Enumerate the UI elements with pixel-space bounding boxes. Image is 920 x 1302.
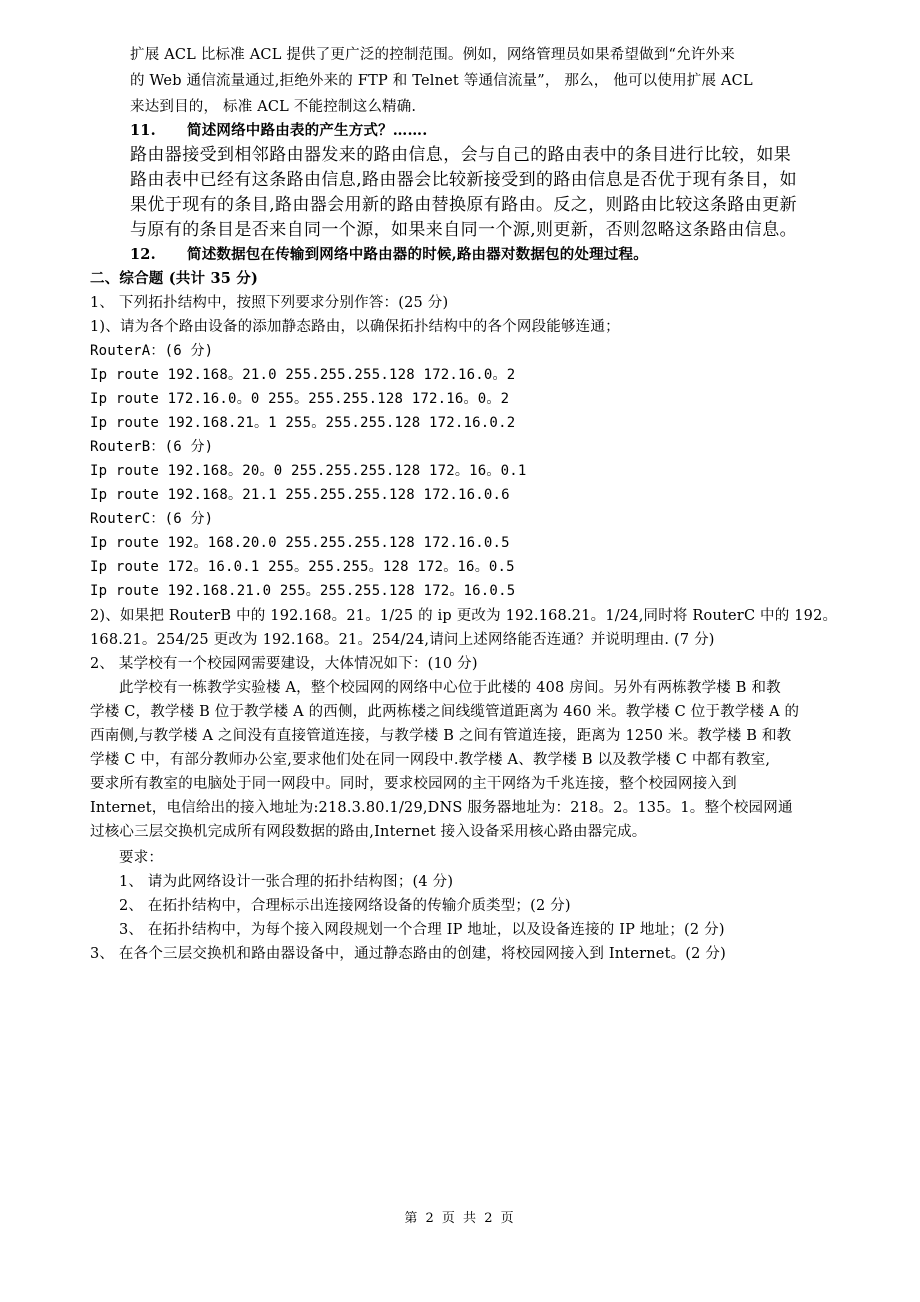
q12-question: 简述数据包在传输到网络中路由器的时候,路由器对数据包的处理过程。: [187, 246, 648, 263]
item2-paragraph-line-4: 学楼 C 中，有部分教师办公室,要求他们处在同一网段中.教学楼 A、教学楼 B 以及教学楼 C 中都有教室,: [90, 752, 771, 768]
item2-paragraph-line-1: 此学校有一栋教学实验楼 A，整个校园网的网络中心位于此楼的 408 房间。另外有两栋教学楼 B 和教: [119, 680, 781, 696]
item3: 3、 在各个三层交换机和路由器设备中，通过静态路由的创建，将校园网接入到 Internet。(2 分): [90, 946, 726, 962]
routerB-route-1: Ip route 192.168。20。0 255.255.255.128 172。16。0.1: [90, 463, 527, 479]
item2-paragraph-line-7: 过核心三层交换机完成所有网段数据的路由,Internet 接入设备采用核心路由器完成。: [90, 824, 647, 840]
item2-paragraph-line-5: 要求所有教室的电脑处于同一网段中。同时，要求校园网的主干网络为千兆连接，整个校园网接入到: [90, 776, 737, 792]
section2-heading: 二、综合题 (共计 35 分): [90, 270, 259, 287]
intro-line-2: 的 Web 通信流量通过,拒绝外来的 FTP 和 Telnet 等通信流量”， 那么， 他可以使用扩展 ACL: [130, 73, 753, 89]
requirement-1: 1、 请为此网络设计一张合理的拓扑结构图；(4 分): [119, 874, 454, 890]
q11-answer-line-4: 与原有的条目是否来自同一个源，如果来自同一个源,则更新，否则忽略这条路由信息。: [130, 220, 798, 240]
q11-answer-line-3: 果优于现有的条目,路由器会用新的路由替换原有路由。反之，则路由比较这条路由更新: [130, 195, 798, 215]
item1-sub2-line-2: 168.21。254/25 更改为 192.168。21。254/24,请问上述网络能否连通？并说明理由. (7 分): [90, 632, 715, 648]
routerC-route-3: Ip route 192.168.21.0 255。255.255.128 172。16.0.5: [90, 583, 516, 599]
item2-title: 2、 某学校有一个校园网需要建设，大体情况如下：(10 分): [90, 656, 478, 672]
requirement-2: 2、 在拓扑结构中，合理标示出连接网络设备的传输介质类型；(2 分): [119, 898, 571, 914]
routerA-label: RouterA：(6 分): [90, 343, 214, 359]
routerC-route-1: Ip route 192。168.20.0 255.255.255.128 172.16.0.5: [90, 535, 510, 551]
item1-title: 1、 下列拓扑结构中，按照下列要求分别作答：(25 分): [90, 295, 449, 311]
routerB-label: RouterB：(6 分): [90, 439, 214, 455]
page-footer: 第 2 页 共 2 页: [404, 1211, 516, 1226]
q11-question: 简述网络中路由表的产生方式？…….: [187, 122, 428, 139]
q11-number: 11.: [130, 122, 156, 139]
q12-number: 12.: [130, 246, 156, 263]
routerA-route-3: Ip route 192.168.21。1 255。255.255.128 172.16.0.2: [90, 415, 516, 431]
q11-answer-line-1: 路由器接受到相邻路由器发来的路由信息，会与自己的路由表中的条目进行比较，如果: [130, 145, 792, 165]
routerA-route-1: Ip route 192.168。21.0 255.255.255.128 172.16.0。2: [90, 367, 516, 383]
routerC-label: RouterC：(6 分): [90, 511, 214, 527]
item2-paragraph-line-3: 西南侧,与教学楼 A 之间没有直接管道连接，与教学楼 B 之间有管道连接，距离为 1250 米。教学楼 B 和教: [90, 728, 792, 744]
item1-sub2-line-1: 2)、如果把 RouterB 中的 192.168。21。1/25 的 ip 更改为 192.168.21。1/24,同时将 RouterC 中的 192。: [90, 608, 838, 624]
intro-line-1: 扩展 ACL 比标准 ACL 提供了更广泛的控制范围。例如，网络管理员如果希望做到“允许外来: [130, 47, 735, 63]
q11-answer-line-2: 路由表中已经有这条路由信息,路由器会比较新接受到的路由信息是否优于现有条目，如: [130, 170, 798, 190]
item1-sub1: 1)、请为各个路由设备的添加静态路由，以确保拓扑结构中的各个网段能够连通；: [90, 319, 620, 335]
routerB-route-2: Ip route 192.168。21.1 255.255.255.128 172.16.0.6: [90, 487, 510, 503]
routerA-route-2: Ip route 172.16.0。0 255。255.255.128 172.16。0。2: [90, 391, 510, 407]
requirements-label: 要求：: [119, 850, 164, 866]
routerC-route-2: Ip route 172。16.0.1 255。255.255。128 172。16。0.5: [90, 559, 515, 575]
intro-line-3: 来达到目的， 标准 ACL 不能控制这么精确.: [130, 99, 417, 115]
item2-paragraph-line-6: Internet，电信给出的接入地址为:218.3.80.1/29,DNS 服务器地址为：218。2。135。1。整个校园网通: [90, 800, 793, 816]
requirement-3: 3、 在拓扑结构中，为每个接入网段规划一个合理 IP 地址，以及设备连接的 IP 地址；(2 分): [119, 922, 725, 938]
item2-paragraph-line-2: 学楼 C，教学楼 B 位于教学楼 A 的西侧，此两栋楼之间线缆管道距离为 460 米。教学楼 C 位于教学楼 A 的: [90, 704, 800, 720]
